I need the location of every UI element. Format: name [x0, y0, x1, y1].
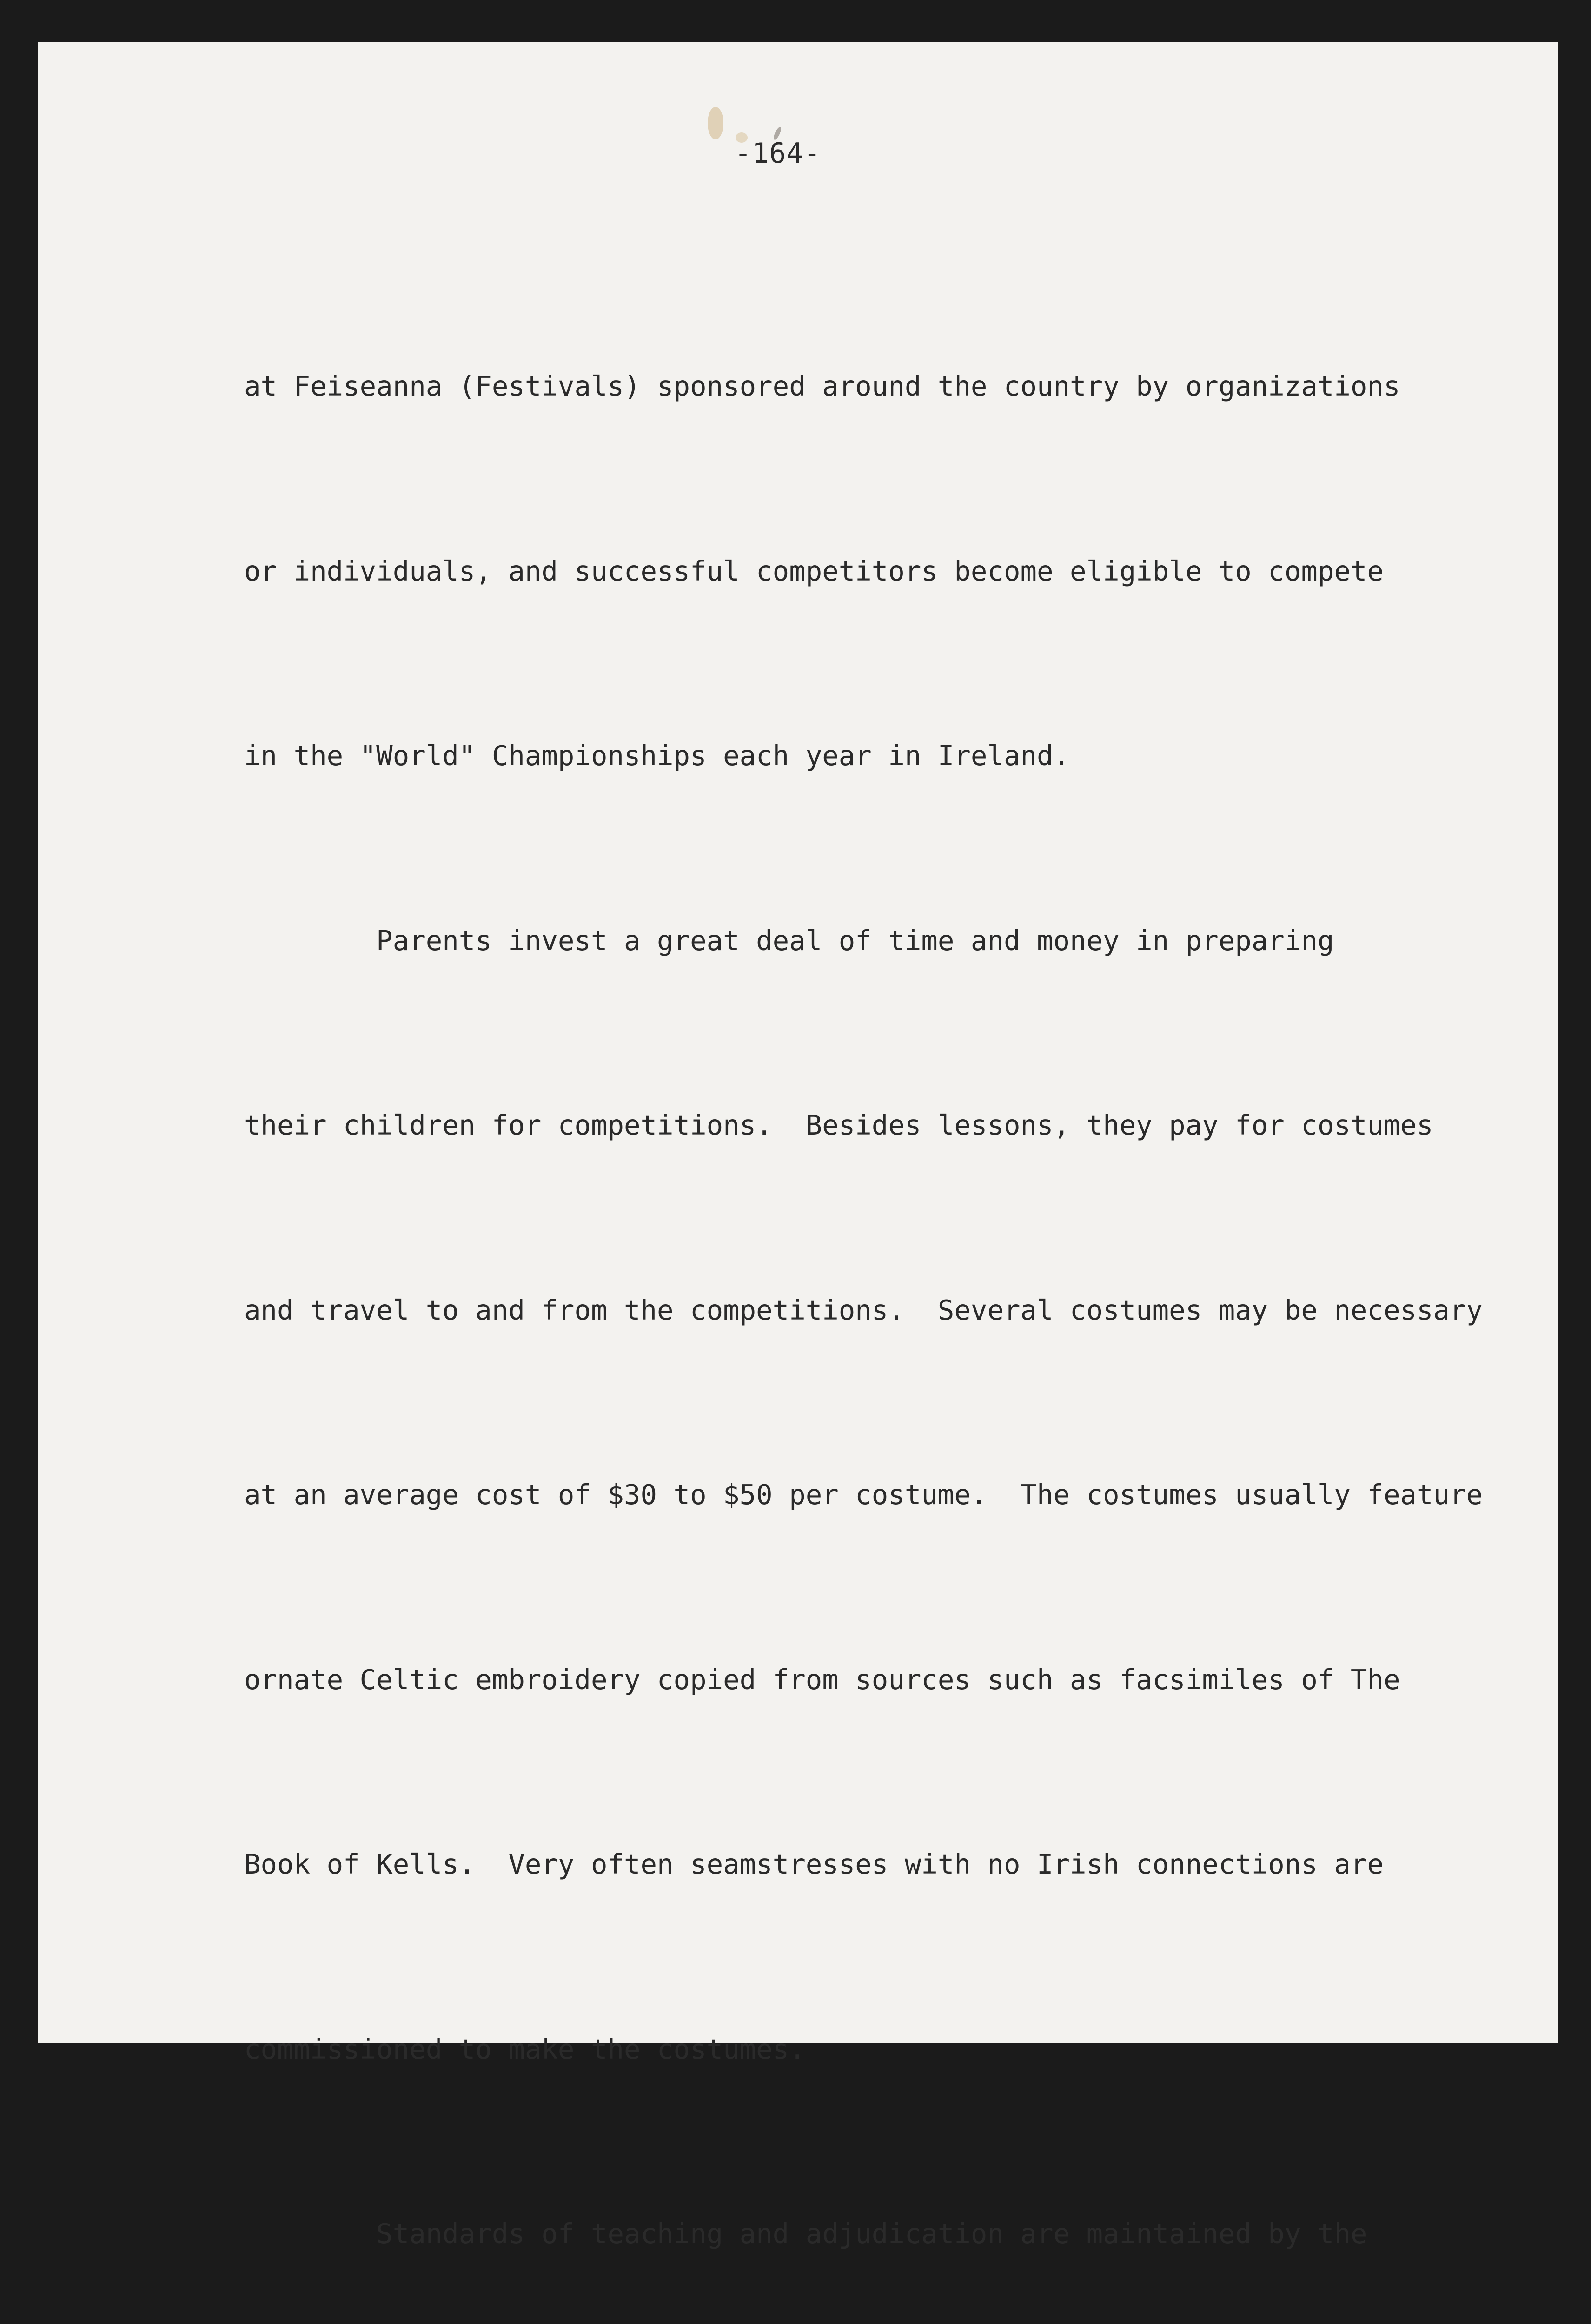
- paper-stain: [708, 107, 723, 139]
- text-line: Book of Kells. Very often seamstresses with no Irish connections are: [244, 1848, 1384, 1880]
- text-line: commissioned to make the costumes.: [244, 2033, 806, 2065]
- text-line: Standards of teaching and adjudication are maintained by the: [244, 2218, 1367, 2250]
- page-number: -164-: [735, 137, 821, 170]
- text-line: at Feiseanna (Festivals) sponsored around the country by organizations: [244, 370, 1400, 402]
- text-line: their children for competitions. Besides lessons, they pay for costumes: [244, 1109, 1433, 1141]
- text-line: in the "World" Championships each year in Ireland.: [244, 739, 1070, 772]
- text-line: and travel to and from the competitions. Several costumes may be necessary: [244, 1294, 1483, 1326]
- text-line: ornate Celtic embroidery copied from sources such as facsimiles of The: [244, 1663, 1400, 1696]
- text-line: or individuals, and successful competitors become eligible to compete: [244, 555, 1384, 587]
- text-line: Parents invest a great deal of time and money in preparing: [244, 924, 1334, 957]
- body-text: [244, 232, 1483, 2324]
- text-line: at an average cost of $30 to $50 per costume. The costumes usually feature: [244, 1479, 1483, 1511]
